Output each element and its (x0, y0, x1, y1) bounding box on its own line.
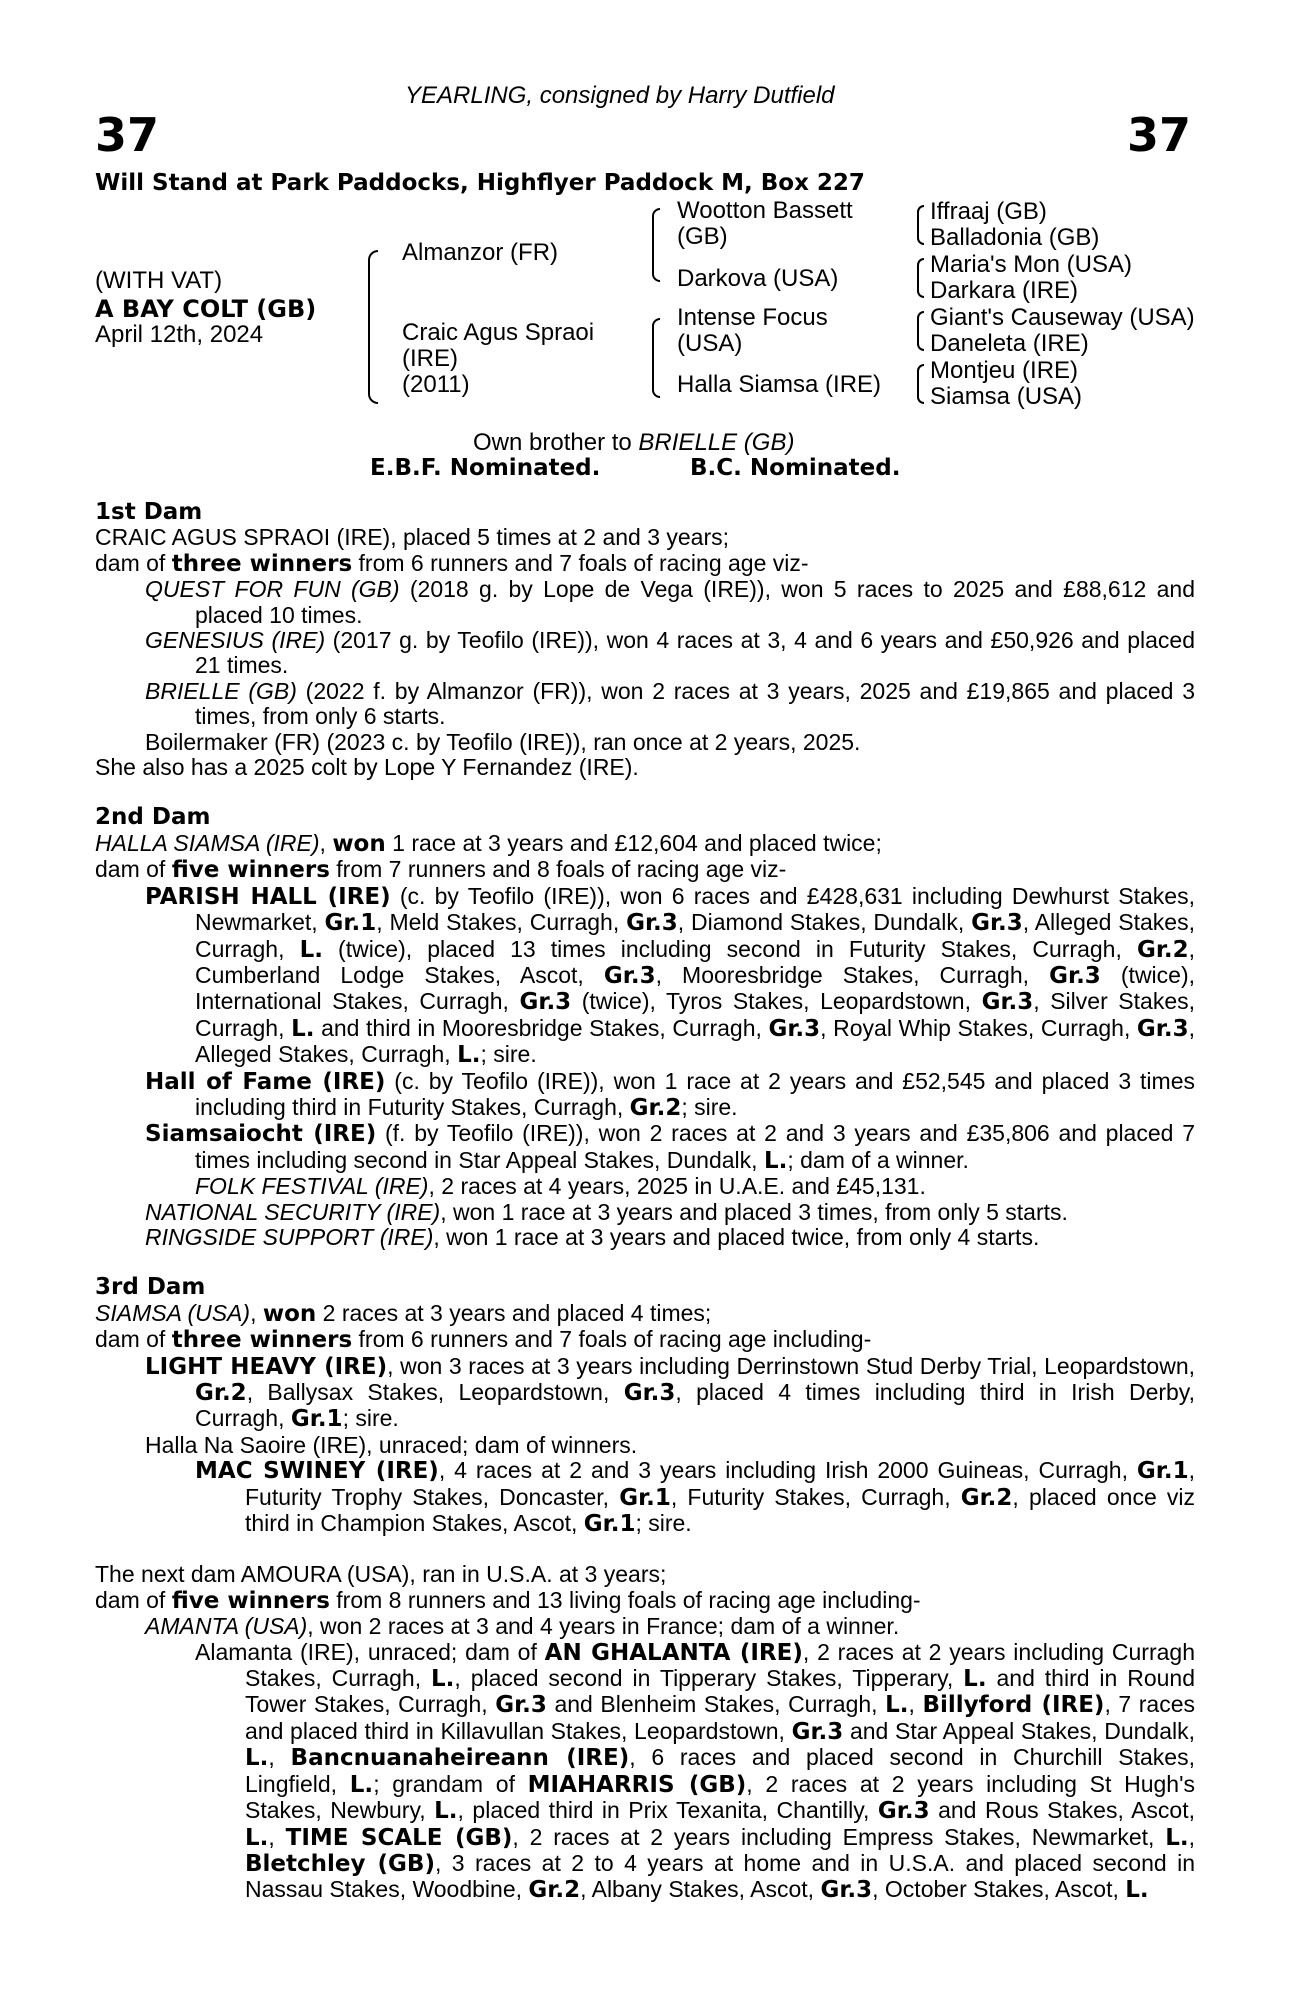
produce-entry: RINGSIDE SUPPORT (IRE), won 1 race at 3 years and placed twice, from only 4 starts. (145, 1223, 1040, 1250)
brace-gen1 (368, 250, 378, 404)
brace-dam (652, 318, 660, 398)
produce-entry: QUEST FOR FUN (GB) (2018 g. by Lope de Vega (IRE)), won 5 races to 2025 and £88,612 and placed 10 times. (145, 576, 1195, 628)
sale-line: YEARLING, consigned by Harry Dutfield (405, 82, 835, 109)
brace-sd (917, 258, 924, 298)
second-dam-line: HALLA SIAMSA (IRE), won 1 race at 3 years and £12,604 and placed twice; (95, 829, 882, 857)
lot-number-right: 37 (1127, 108, 1192, 162)
first-dam-line: CRAIC AGUS SPRAOI (IRE), placed 5 times at 2 and 3 years; (95, 524, 730, 551)
own-brother-note (473, 429, 794, 457)
second-dam-heading: 2nd Dam (95, 804, 211, 831)
dam-dam: Halla Siamsa (IRE) (677, 371, 882, 398)
first-dam-heading: 1st Dam (95, 499, 203, 525)
produce-entry: GENESIUS (IRE) (2017 g. by Teofilo (IRE)), won 4 races at 3, 4 and 6 years and £50,926 and placed 21 times. (145, 627, 1195, 679)
ped-dsd: Daneleta (IRE) (930, 330, 1089, 357)
produce-entry: NATIONAL SECURITY (IRE), won 1 race at 3 years and placed 3 times, from only 5 starts. (145, 1198, 1068, 1225)
produce-entry: Boilermaker (FR) (2023 c. by Teofilo (IRE)), ran once at 2 years, 2025. (145, 728, 861, 755)
sire-name: Almanzor (FR) (402, 239, 559, 266)
grandproduce-entry: MAC SWINEY (IRE), 4 races at 2 and 3 years including Irish 2000 Guineas, Curragh, Gr.1, Futurity Trophy Stakes, Doncaster, Gr.1, Futurity Stakes, Curragh, Gr.2, placed once viz third in Champion Stakes, Ascot, Gr.1; sire. (195, 1457, 1195, 1538)
horse-name: A BAY COLT (GB) (95, 295, 317, 323)
produce-entry: AMANTA (USA), won 2 races at 3 and 4 years in France; dam of a winner. (145, 1613, 900, 1640)
ped-ssd: Balladonia (GB) (930, 224, 1100, 251)
dam-name-l1: Craic Agus Spraoi (402, 319, 595, 346)
produce-entry: Halla Na Saoire (IRE), unraced; dam of winners. (145, 1431, 638, 1458)
own-brother-prefix: Own brother to (473, 429, 639, 456)
produce-entry: LIGHT HEAVY (IRE), won 3 races at 3 years including Derrinstown Stud Derby Trial, Leopardstown, Gr.2, Ballysax Stakes, Leopardstown, Gr.3, placed 4 times including third in Irish Derby, Curragh, Gr.1; sire. (145, 1352, 1195, 1433)
ped-dds: Montjeu (IRE) (930, 357, 1079, 384)
sire-dam: Darkova (USA) (677, 265, 839, 292)
vat-label: (WITH VAT) (95, 267, 223, 294)
dam-name-l2: (IRE) (402, 345, 458, 372)
ped-ddd: Siamsa (USA) (930, 383, 1083, 410)
produce-entry: BRIELLE (GB) (2022 f. by Almanzor (FR)), won 2 races at 3 years, 2025 and £19,865 and placed 3 times, from only 6 starts. (145, 677, 1196, 730)
produce-entry: Hall of Fame (IRE) (c. by Teofilo (IRE)), won 1 race at 2 years and £52,545 and placed 3 times including third in Futurity Stakes, Curragh, Gr.2; sire. (145, 1067, 1195, 1121)
first-dam-last-line: She also has a 2025 colt by Lope Y Fernandez (IRE). (95, 754, 639, 781)
ped-sdd: Darkara (IRE) (930, 277, 1079, 304)
second-dam-produce-summary: dam of five winners from 7 runners and 8 foals of racing age viz- (95, 856, 787, 884)
bc-nominated: B.C. Nominated. (690, 455, 901, 481)
first-dam-produce-summary: dam of three winners from 6 runners and 7 foals of racing age viz- (95, 549, 809, 577)
dam-sire-l2: (USA) (677, 330, 743, 357)
ped-dss: Giant's Causeway (USA) (930, 304, 1195, 331)
grandproduce-entry: Alamanta (IRE), unraced; dam of AN GHALANTA (IRE), 2 races at 2 years including Curragh Stakes, Curragh, L., placed second in Tipperary Stakes, Tipperary, L. and third in Round Tower Stakes, Curragh, Gr.3 and Blenheim Stakes, Curragh, L., Billyford (IRE), 7 races and placed third in Killavullan Stakes, Leopardstown, Gr.3 and Star Appeal Stakes, Dundalk, L., Bancnuanaheireann (IRE), 6 races and placed second in Churchill Stakes, Lingfield, L.; grandam of MIAHARRIS (GB), 2 races at 2 years including St Hugh's Stakes, Newbury, L., placed third in Prix Texanita, Chantilly, Gr.3 and Rous Stakes, Ascot, L., TIME SCALE (GB), 2 races at 2 years including Empress Stakes, Newmarket, L., Bletchley (GB), 3 races at 2 to 4 years at home and in U.S.A. and placed second in Nassau Stakes, Woodbine, Gr.2, Albany Stakes, Ascot, Gr.3, October Stakes, Ascot, L. (195, 1638, 1196, 1904)
sire-sire-l1: Wootton Bassett (677, 197, 853, 224)
produce-entry: PARISH HALL (IRE) (c. by Teofilo (IRE)), won 6 races and £428,631 including Dewhurst Stakes, Newmarket, Gr.1, Meld Stakes, Curragh, Gr.3, Diamond Stakes, Dundalk, Gr.3, Alleged Stakes, Curragh, L. (twice), placed 13 times including second in Futurity Stakes, Curragh, Gr.2, Cumberland Lodge Stakes, Ascot, Gr.3, Mooresbridge Stakes, Curragh, Gr.3 (twice), International Stakes, Curragh, Gr.3 (twice), Tyros Stakes, Leopardstown, Gr.3, Silver Stakes, Curragh, L. and third in Mooresbridge Stakes, Curragh, Gr.3, Royal Whip Stakes, Curragh, Gr.3, Alleged Stakes, Curragh, L.; sire. (145, 882, 1196, 1069)
brace-dd (917, 364, 924, 404)
ebf-nominated: E.B.F. Nominated. (370, 455, 601, 481)
third-dam-line: SIAMSA (USA), won 2 races at 3 years and placed 4 times; (95, 1299, 712, 1327)
brace-ss (917, 205, 924, 245)
third-dam-heading: 3rd Dam (95, 1274, 206, 1301)
ped-sss: Iffraaj (GB) (930, 198, 1047, 225)
stand-line: Will Stand at Park Paddocks, Highflyer Paddock M, Box 227 (95, 170, 865, 196)
grandproduce-entry: FOLK FESTIVAL (IRE), 2 races at 4 years, 2025 in U.A.E. and £45,131. (195, 1173, 926, 1200)
next-dam-produce-summary: dam of five winners from 8 runners and 13 living foals of racing age including- (95, 1586, 921, 1614)
third-dam-produce-summary: dam of three winners from 6 runners and 7 foals of racing age including- (95, 1326, 872, 1354)
lot-number-left: 37 (95, 108, 160, 162)
catalogue-body (95, 500, 1195, 1904)
own-brother-name: BRIELLE (GB) (638, 429, 795, 456)
sire-sire-l2: (GB) (677, 223, 728, 250)
ped-sds: Maria's Mon (USA) (930, 251, 1132, 278)
produce-entry: Siamsaiocht (IRE) (f. by Teofilo (IRE)), won 2 races at 2 and 3 years and £35,806 and placed 7 times including second in Star Appeal Stakes, Dundalk, L.; dam of a winner. (145, 1120, 1195, 1174)
next-dam-line: The next dam AMOURA (USA), ran in U.S.A. at 3 years; (95, 1561, 667, 1588)
dam-name-l3: (2011) (402, 371, 470, 398)
foaled-date: April 12th, 2024 (95, 321, 264, 348)
dam-sire-l1: Intense Focus (677, 304, 828, 331)
brace-ds (917, 311, 924, 351)
brace-sire (652, 208, 660, 282)
